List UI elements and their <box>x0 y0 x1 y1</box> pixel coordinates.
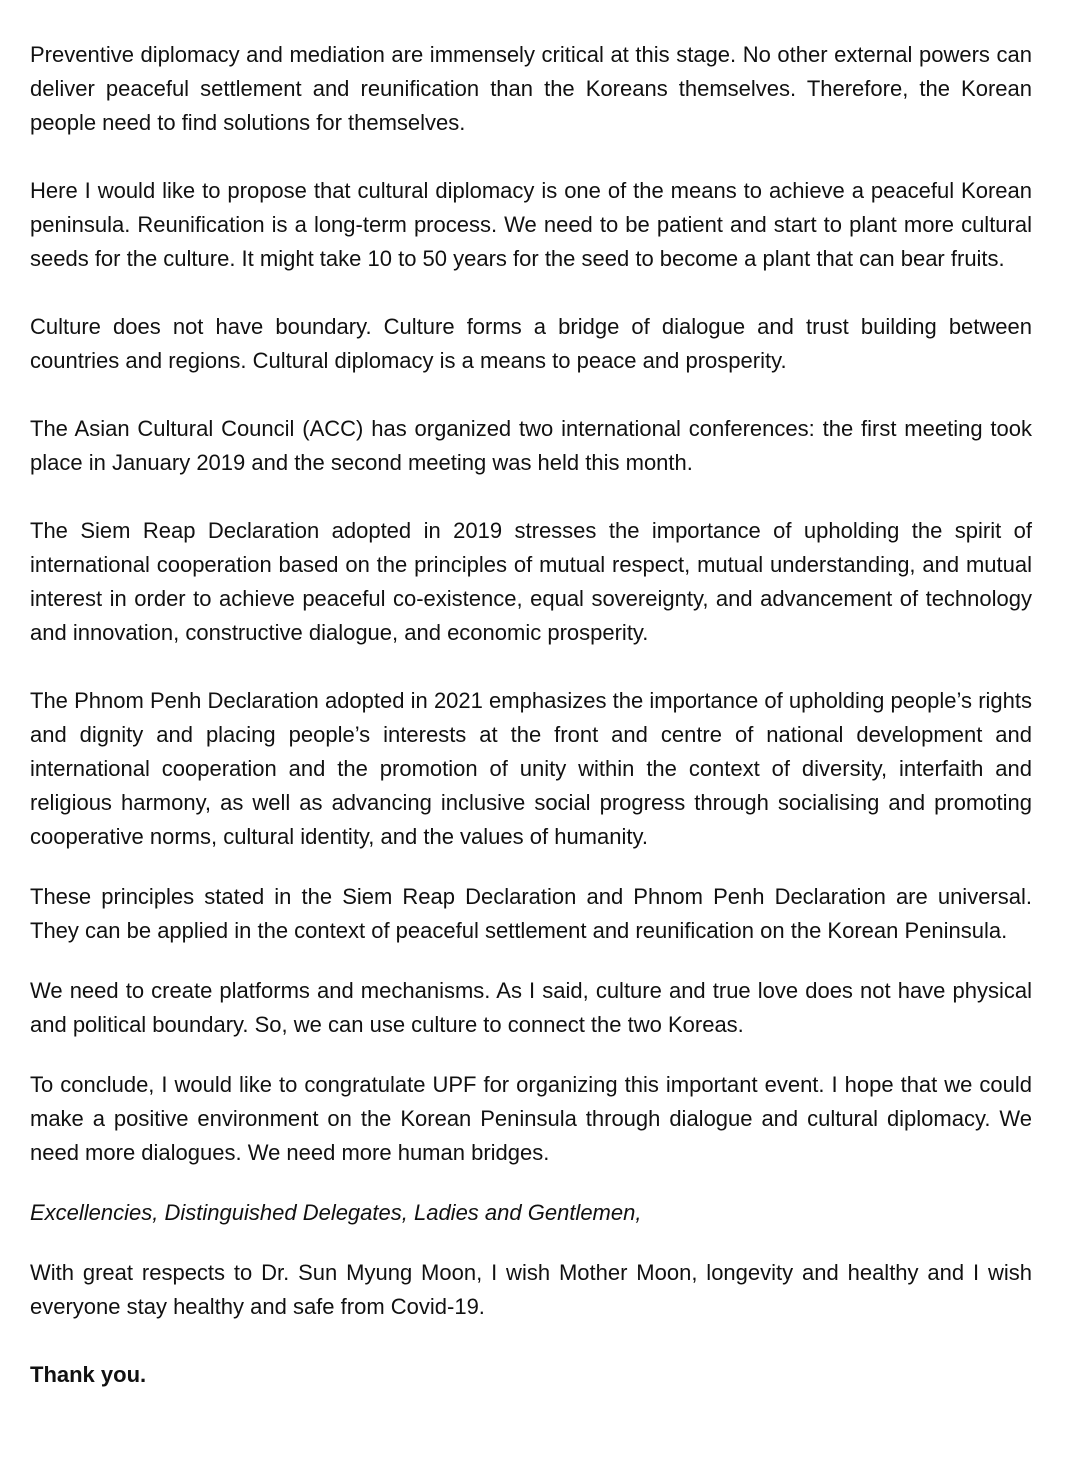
paragraph-phnom-penh-declaration: The Phnom Penh Declaration adopted in 2021 emphasizes the importance of upholding people’s rights and dignity and placing people’s interests at the front and centre of national development and international cooperation and the promotion of unity within the context of diversity, interfaith and religious harmony, as well as advancing inclusive social progress through socialising and promoting cooperative norms, cultural identity, and the values of humanity. <box>30 688 1032 849</box>
document-page <box>30 38 1032 1392</box>
paragraph-culture-boundary: Culture does not have boundary. Culture forms a bridge of dialogue and trust building between countries and regions. Cultural diplomacy is a means to peace and prosperity. <box>30 314 1032 373</box>
paragraph-conclusion: To conclude, I would like to congratulate UPF for organizing this important event. I hope that we could make a positive environment on the Korean Peninsula through dialogue and cultural diplomacy. We need more dialogues. We need more human bridges. <box>30 1072 1032 1165</box>
paragraph-universal-principles: These principles stated in the Siem Reap Declaration and Phnom Penh Declaration are universal. They can be applied in the context of peaceful settlement and reunification on the Korean Peninsula. <box>30 884 1032 943</box>
salutation: Excellencies, Distinguished Delegates, Ladies and Gentlemen, <box>30 1200 642 1225</box>
paragraph-closing-wishes: With great respects to Dr. Sun Myung Moon, I wish Mother Moon, longevity and healthy and I wish everyone stay healthy and safe from Covid-19. <box>30 1260 1032 1319</box>
paragraph-acc-conferences: The Asian Cultural Council (ACC) has organized two international conferences: the first meeting took place in January 2019 and the second meeting was held this month. <box>30 416 1032 475</box>
sign-off: Thank you. <box>30 1362 147 1387</box>
paragraph-platforms-mechanisms: We need to create platforms and mechanisms. As I said, culture and true love does not have physical and political boundary. So, we can use culture to connect the two Koreas. <box>30 978 1032 1037</box>
paragraph-siem-reap-declaration: The Siem Reap Declaration adopted in 2019 stresses the importance of upholding the spirit of international cooperation based on the principles of mutual respect, mutual understanding, and mutual interest in order to achieve peaceful co-existence, equal sovereignty, and advancement of technology and innovation, constructive dialogue, and economic prosperity. <box>30 518 1032 645</box>
paragraph-preventive-diplomacy: Preventive diplomacy and mediation are immensely critical at this stage. No other external powers can deliver peaceful settlement and reunification than the Koreans themselves. Therefore, the Korean people need to find solutions for themselves. <box>30 42 1032 135</box>
paragraph-cultural-diplomacy-proposal: Here I would like to propose that cultural diplomacy is one of the means to achieve a peaceful Korean peninsula. Reunification is a long-term process. We need to be patient and start to plant more cultural seeds for the culture. It might take 10 to 50 years for the seed to become a plant that can bear fruits. <box>30 178 1032 271</box>
